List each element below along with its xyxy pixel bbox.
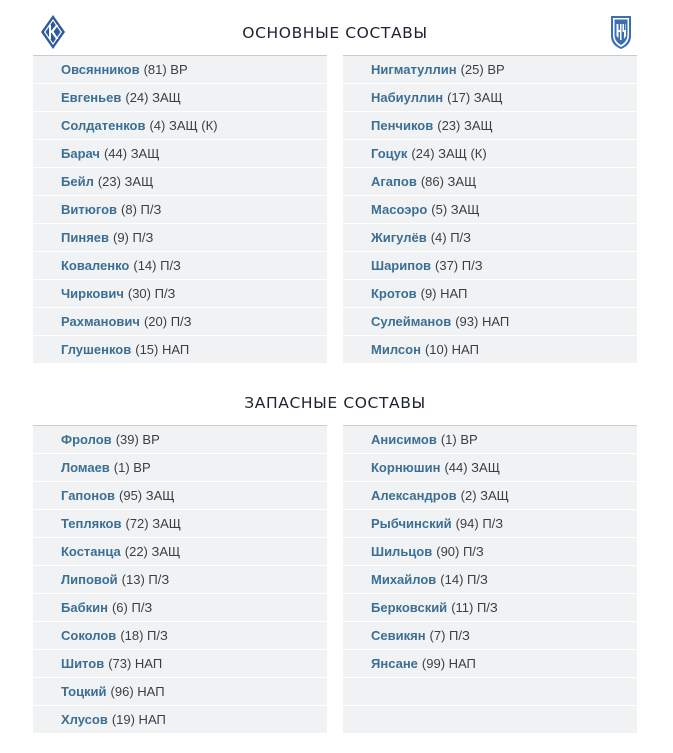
player-name-link[interactable]: Жигулёв	[371, 230, 427, 245]
player-number-position: (20) П/З	[143, 314, 192, 329]
player-row	[33, 308, 327, 336]
player-row	[33, 224, 327, 252]
player-number-position: (14) П/З	[133, 258, 181, 273]
player-row	[343, 538, 637, 566]
player-number-position: (73) НАП	[108, 656, 163, 671]
empty-row	[343, 678, 637, 706]
player-name-link[interactable]: Милсон	[371, 342, 421, 357]
player-row	[343, 224, 637, 252]
player-name-link[interactable]: Гоцук	[371, 146, 408, 161]
player-name-link[interactable]: Рахманович	[61, 314, 140, 329]
player-number-position: (9) НАП	[420, 286, 468, 301]
player-name-link[interactable]: Хлусов	[61, 712, 108, 727]
player-row	[343, 112, 637, 140]
player-row	[343, 594, 637, 622]
subs-away-lineup	[343, 425, 637, 734]
player-number-position: (11) П/З	[451, 600, 498, 615]
player-row	[33, 482, 327, 510]
player-row	[33, 566, 327, 594]
player-row	[33, 678, 327, 706]
player-row	[343, 308, 637, 336]
subs-home-lineup	[33, 425, 327, 734]
player-name-link[interactable]: Севикян	[371, 628, 426, 643]
subs-lineups-title: ЗАПАСНЫЕ СОСТАВЫ	[244, 394, 426, 412]
player-number-position: (99) НАП	[421, 656, 476, 671]
player-number-position: (18) П/З	[120, 628, 168, 643]
player-name-link[interactable]: Шарипов	[371, 258, 432, 273]
player-name-link[interactable]: Агапов	[371, 174, 417, 189]
player-name-link[interactable]: Кротов	[371, 286, 417, 301]
player-name-link[interactable]: Шитов	[61, 656, 105, 671]
player-row	[343, 84, 637, 112]
empty-row	[343, 706, 637, 734]
player-number-position: (4) П/З	[430, 230, 472, 245]
player-number-position: (90) П/З	[436, 544, 484, 559]
player-name-link[interactable]: Солдатенков	[61, 118, 146, 133]
player-number-position: (14) П/З	[440, 572, 488, 587]
player-name-link[interactable]: Ломаев	[61, 460, 110, 475]
player-row	[343, 566, 637, 594]
main-lineups-header	[32, 14, 638, 54]
player-number-position: (44) ЗАЩ	[103, 146, 160, 161]
subs-lineups-header	[32, 384, 638, 424]
player-number-position: (30) П/З	[127, 286, 176, 301]
player-number-position: (23) ЗАЩ	[437, 118, 493, 133]
player-name-link[interactable]: Корнюшин	[371, 460, 441, 475]
player-name-link[interactable]: Тепляков	[61, 516, 122, 531]
player-name-link[interactable]: Нигматуллин	[371, 62, 457, 77]
player-number-position: (22) ЗАЩ	[124, 544, 181, 559]
away-team-logo-icon[interactable]	[610, 14, 632, 55]
player-name-link[interactable]: Сулейманов	[371, 314, 452, 329]
player-row	[343, 280, 637, 308]
player-number-position: (1) ВР	[113, 460, 151, 475]
player-name-link[interactable]: Липовой	[61, 572, 118, 587]
player-number-position: (17) ЗАЩ	[447, 90, 503, 105]
player-number-position: (4) ЗАЩ (К)	[149, 118, 218, 133]
player-row	[343, 336, 637, 364]
player-number-position: (24) ЗАЩ (К)	[411, 146, 487, 161]
player-name-link[interactable]: Фролов	[61, 432, 112, 447]
player-name-link[interactable]: Тоцкий	[61, 684, 107, 699]
player-name-link[interactable]: Гапонов	[61, 488, 116, 503]
player-name-link[interactable]: Анисимов	[371, 432, 437, 447]
player-row	[33, 650, 327, 678]
player-row	[33, 510, 327, 538]
player-number-position: (19) НАП	[111, 712, 166, 727]
player-name-link[interactable]: Витюгов	[61, 202, 118, 217]
player-number-position: (7) П/З	[429, 628, 470, 643]
player-row	[33, 84, 327, 112]
player-number-position: (15) НАП	[135, 342, 190, 357]
player-name-link[interactable]: Михайлов	[371, 572, 437, 587]
player-name-link[interactable]: Масоэро	[371, 202, 428, 217]
player-number-position: (2) ЗАЩ	[460, 488, 509, 503]
player-number-position: (72) ЗАЩ	[125, 516, 181, 531]
player-number-position: (25) ВР	[460, 62, 505, 77]
player-number-position: (39) ВР	[115, 432, 160, 447]
player-name-link[interactable]: Овсянников	[61, 62, 140, 77]
player-row	[343, 140, 637, 168]
player-number-position: (24) ЗАЩ	[125, 90, 181, 105]
player-row	[343, 650, 637, 678]
player-number-position: (86) ЗАЩ	[420, 174, 477, 189]
player-name-link[interactable]: Набиуллин	[371, 90, 444, 105]
player-row	[33, 196, 327, 224]
player-name-link[interactable]: Шильцов	[371, 544, 433, 559]
player-row	[33, 140, 327, 168]
player-row	[343, 252, 637, 280]
player-name-link[interactable]: Барач	[61, 146, 100, 161]
player-row	[33, 336, 327, 364]
player-number-position: (96) НАП	[110, 684, 165, 699]
player-row	[343, 426, 637, 454]
player-name-link[interactable]: Глушенков	[61, 342, 132, 357]
player-number-position: (10) НАП	[424, 342, 479, 357]
player-name-link[interactable]: Евгеньев	[61, 90, 122, 105]
player-name-link[interactable]: Чиркович	[61, 286, 124, 301]
player-row	[343, 196, 637, 224]
player-number-position: (23) ЗАЩ	[97, 174, 154, 189]
player-row	[343, 56, 637, 84]
player-row	[33, 594, 327, 622]
player-name-link[interactable]: Берковский	[371, 600, 448, 615]
player-number-position: (94) П/З	[455, 516, 504, 531]
player-row	[33, 252, 327, 280]
player-number-position: (9) П/З	[113, 230, 154, 245]
player-row	[343, 454, 637, 482]
player-row	[33, 538, 327, 566]
player-row	[343, 482, 637, 510]
player-number-position: (1) ВР	[440, 432, 478, 447]
player-name-link[interactable]: Бейл	[61, 174, 94, 189]
player-number-position: (95) ЗАЩ	[119, 488, 175, 503]
player-number-position: (81) ВР	[143, 62, 188, 77]
player-row	[33, 622, 327, 650]
player-row	[33, 426, 327, 454]
player-name-link[interactable]: Бабкин	[61, 600, 108, 615]
player-name-link[interactable]: Янсане	[371, 656, 418, 671]
player-name-link[interactable]: Соколов	[61, 628, 117, 643]
player-row	[33, 454, 327, 482]
player-name-link[interactable]: Коваленко	[61, 258, 130, 273]
player-number-position: (6) П/З	[111, 600, 153, 615]
player-number-position: (44) ЗАЩ	[444, 460, 500, 475]
player-number-position: (93) НАП	[455, 314, 510, 329]
player-number-position: (8) П/З	[121, 202, 162, 217]
player-name-link[interactable]: Рыбчинский	[371, 516, 452, 531]
player-name-link[interactable]: Пиняев	[61, 230, 109, 245]
player-row	[33, 56, 327, 84]
player-row	[33, 112, 327, 140]
main-away-lineup	[343, 55, 637, 364]
player-number-position: (5) ЗАЩ	[431, 202, 480, 217]
player-row	[33, 168, 327, 196]
player-name-link[interactable]: Александров	[371, 488, 457, 503]
player-row	[343, 168, 637, 196]
player-number-position: (13) П/З	[121, 572, 170, 587]
player-number-position: (37) П/З	[435, 258, 483, 273]
main-lineups-title: ОСНОВНЫЕ СОСТАВЫ	[242, 24, 428, 42]
player-row	[33, 280, 327, 308]
player-row	[343, 510, 637, 538]
player-row	[33, 706, 327, 734]
main-home-lineup	[33, 55, 327, 364]
player-name-link[interactable]: Костанца	[61, 544, 121, 559]
player-row	[343, 622, 637, 650]
player-name-link[interactable]: Пенчиков	[371, 118, 434, 133]
